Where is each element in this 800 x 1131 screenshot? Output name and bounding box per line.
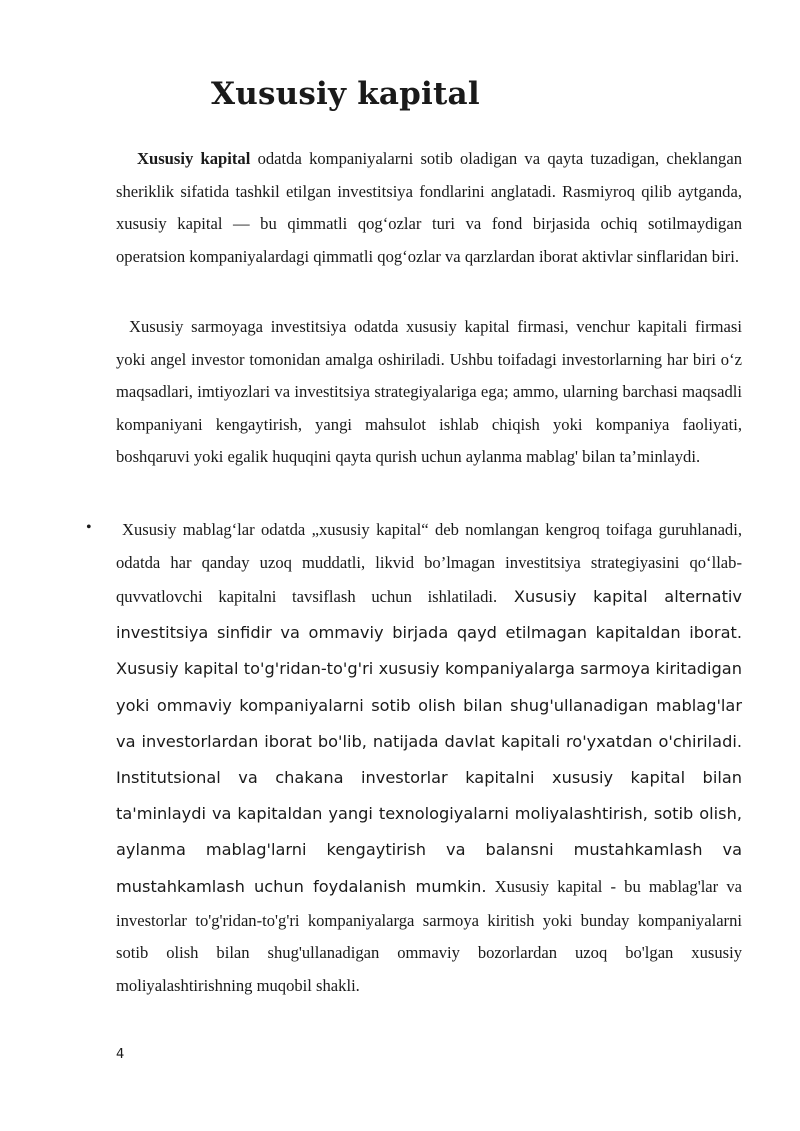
paragraph-3-part-3: Xususiy kapital - bu mablag'lar va investorlar to'g'ridan-to'g'ri kompaniyalarga sarmoya kiritish yoki bunday kompaniyalarni sotib olish bilan shug'ullanadigan ommaviy bozorlardan uzoq bo'lgan xususiy moliyalashtirishning muqobil shakli.	[116, 876, 742, 995]
paragraph-1-body: odatda kompaniyalarni sotib oladigan va qayta tuzadigan, cheklangan sheriklik sifatida tashkil etilgan investitsiya fondlarini anglatadi. Rasmiyroq qilib aytganda, xususiy kapital — bu qimmatli qog‘ozlar turi va fond birjasida ochiq sotilmaydigan operatsion kompaniyalardagi qimmatli qog‘ozlar va qarzlardan iborat aktivlar sinflaridan biri.	[116, 149, 742, 266]
paragraph-2: Xususiy sarmoyaga investitsiya odatda xususiy kapital firmasi, venchur kapitali firmasi yoki angel investor tomonidan amalga oshiriladi. Ushbu toifadagi investorlarning har biri o‘z maqsadlari, imtiyozlari va investitsiya strategiyalariga ega; ammo, ularning barchasi maqsadli kompaniyani kengaytirish, yangi mahsulot ishlab chiqish yoki kompaniya faoliyati, boshqaruvi yoki egalik huquqini qayta qurish uchun aylanma mablag' bilan ta’minlaydi.	[116, 317, 742, 466]
paragraph-3-part-2: Xususiy kapital alternativ investitsiya sinfidir va ommaviy birjada qayd etilmagan kapitaldan iborat. Xususiy kapital to'g'ridan-to'g'ri xususiy kompaniyalarga sarmoya kiritadigan yoki ommaviy kompaniyalarni sotib olish bilan shug'ullanadigan mablag'lar va investorlardan iborat bo'lib, natijada davlat kapitali ro'yxatdan o'chiriladi. Institutsional va chakana investorlar kapitalni xususiy kapital bilan ta'minlaydi va kapitaldan yangi texnologiyalarni moliyalashtirish, sotib olish, aylanma mablag'larni kengaytirish va balansni mustahkamlash va mustahkamlash uchun foydalanish mumkin.	[116, 587, 742, 896]
paragraph-3	[116, 514, 742, 1002]
paragraph-1-lead: Xususiy kapital	[137, 149, 251, 168]
page-number: 4	[116, 1047, 125, 1062]
paragraph-1	[116, 143, 742, 273]
paragraph-3-part-1: Xususiy mablag‘lar odatda „xususiy kapital“ deb nomlangan kengroq toifaga guruhlanadi, odatda har qanday uzoq muddatli, likvid bo’lmagan investitsiya strategiyasini qo‘llab-quvvatlovchi kapitalni tavsiflash uchun ishlatiladi.	[116, 520, 742, 606]
bullet-marker: •	[86, 519, 92, 536]
page-title: Xususiy kapital	[211, 76, 480, 112]
